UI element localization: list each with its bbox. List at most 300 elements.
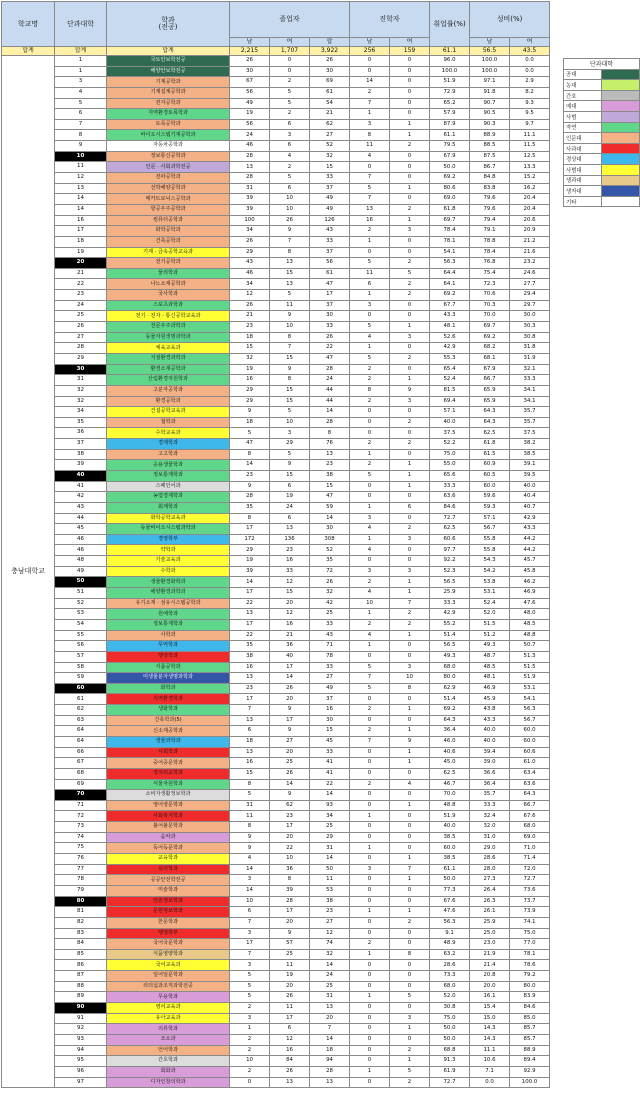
ratio-female-cell: 50.7 [510,641,550,652]
department-cell: 회계학과 [107,502,230,513]
legend-swatch [602,196,640,207]
ratio-female-cell: 44.2 [510,545,550,556]
grad-male-cell: 9 [230,481,270,492]
further-female-cell: 1 [390,130,430,141]
grad-male-cell: 23 [230,683,270,694]
ratio-female-cell: 85.7 [510,1024,550,1035]
grad-sum-cell: 13 [310,1003,350,1014]
further-male-cell: 7 [350,194,390,205]
grad-female-cell: 12 [270,577,310,588]
grad-sum-cell: 30 [310,311,350,322]
grad-sum-cell: 50 [310,864,350,875]
ratio-female-cell: 68.0 [510,822,550,833]
grad-male-cell: 22 [230,598,270,609]
grad-female-cell: 9 [270,790,310,801]
further-female-cell: 0 [390,981,430,992]
ratio-female-cell: 9.5 [510,109,550,120]
rank-cell: 14 [55,194,107,205]
ratio-female-cell: 45.7 [510,556,550,567]
grad-sum-cell: 59 [310,502,350,513]
table-row [2,907,550,918]
grad-female-cell: 28 [270,896,310,907]
table-row [2,1003,550,1014]
ratio-male-cell: 65.9 [470,385,510,396]
rank-cell: 51 [55,588,107,599]
grad-sum-cell: 28 [310,417,350,428]
grad-female-cell: 10 [270,417,310,428]
department-cell: 기계설계공학과 [107,87,230,98]
employment-rate-cell: 47.6 [430,907,470,918]
legend-item [564,186,640,197]
rank-cell: 20 [55,258,107,269]
employment-rate-cell: 50.0 [430,875,470,886]
ratio-male-cell: 70.0 [470,311,510,322]
employment-rate-cell: 55.2 [430,619,470,630]
department-cell: 사학과 [107,630,230,641]
department-cell: 신소재공학과 [107,726,230,737]
employment-rate-cell: 56.3 [430,258,470,269]
ratio-female-cell: 43.3 [510,524,550,535]
department-cell: 영어영문학과 [107,800,230,811]
grad-male-cell: 9 [230,407,270,418]
grad-male-cell: 47 [230,439,270,450]
ratio-male-cell: 43.3 [470,715,510,726]
employment-rate-cell: 78.1 [430,236,470,247]
ratio-male-cell: 87.5 [470,151,510,162]
grad-female-cell: 5 [270,449,310,460]
total-dept: 합계 [107,47,230,56]
ratio-male-cell: 33.3 [470,800,510,811]
employment-rate-cell: 67.6 [430,896,470,907]
ratio-female-cell: 9.3 [510,98,550,109]
grad-male-cell: 10 [230,1056,270,1067]
grad-female-cell: 3 [270,428,310,439]
ratio-female-cell: 0.0 [510,66,550,77]
grad-female-cell: 23 [270,811,310,822]
employment-rate-cell: 25.9 [430,588,470,599]
department-cell: 항공우주공학과 [107,204,230,215]
further-female-cell: 0 [390,928,430,939]
employment-rate-cell: 61.1 [430,130,470,141]
table-row [2,588,550,599]
grad-sum-cell: 49 [310,683,350,694]
legend-item [564,80,640,91]
department-cell: 지역환경학과 [107,694,230,705]
further-female-cell: 9 [390,737,430,748]
grad-sum-cell: 30 [310,66,350,77]
grad-male-cell: 49 [230,98,270,109]
ratio-male-cell: 68.2 [470,343,510,354]
further-male-cell: 5 [350,683,390,694]
grad-female-cell: 15 [270,588,310,599]
employment-rate-cell: 63.6 [430,492,470,503]
ratio-male-cell: 88.9 [470,130,510,141]
table-row [2,141,550,152]
rank-cell: 3 [55,77,107,88]
department-cell: 수학과 [107,566,230,577]
employment-rate-cell: 52.3 [430,566,470,577]
table-row [2,971,550,982]
further-male-cell: 4 [350,630,390,641]
ratio-male-cell: 51.5 [470,619,510,630]
table-row [2,747,550,758]
department-cell: 음악과 [107,832,230,843]
grad-sum-cell: 32 [310,588,350,599]
employment-rate-cell: 80.6 [430,183,470,194]
ratio-female-cell: 72.0 [510,864,550,875]
employment-rate-cell: 54.1 [430,247,470,258]
rank-cell: 52 [55,598,107,609]
table-row [2,311,550,322]
legend-label: 생과대 [564,175,602,186]
department-cell: 행정학과 [107,651,230,662]
further-female-cell: 8 [390,683,430,694]
employment-rate-cell: 61.8 [430,204,470,215]
grad-sum-cell: 28 [310,364,350,375]
ratio-male-cell: 75.4 [470,268,510,279]
grad-male-cell: 13 [230,747,270,758]
grad-male-cell: 15 [230,768,270,779]
grad-male-cell: 26 [230,236,270,247]
further-male-cell: 2 [350,460,390,471]
employment-rate-cell: 50.0 [430,162,470,173]
further-female-cell: 9 [390,385,430,396]
grad-male-cell: 15 [230,343,270,354]
ratio-male-cell: 7.1 [470,1066,510,1077]
table-row [2,279,550,290]
further-female-cell: 0 [390,449,430,460]
further-female-cell: 1 [390,119,430,130]
further-male-cell: 2 [350,364,390,375]
department-cell: 문헌정보학과 [107,907,230,918]
table-row [2,864,550,875]
further-male-cell: 1 [350,290,390,301]
ratio-female-cell: 21.6 [510,247,550,258]
ratio-female-cell: 2.9 [510,77,550,88]
ratio-female-cell: 32.1 [510,364,550,375]
ratio-male-cell: 36.6 [470,768,510,779]
grad-female-cell: 20 [270,598,310,609]
header-employment-rate: 취업률(%) [430,2,470,47]
department-cell: 스페인어과 [107,481,230,492]
ratio-female-cell: 71.4 [510,854,550,865]
table-row [2,396,550,407]
employment-rate-cell: 30.8 [430,1003,470,1014]
ratio-male-cell: 67.9 [470,364,510,375]
department-cell: 국어국문학과 [107,939,230,950]
ratio-female-cell: 48.8 [510,630,550,641]
department-cell: 메카트로닉스공학과 [107,194,230,205]
department-cell: 약학과 [107,545,230,556]
ratio-male-cell: 11.1 [470,1045,510,1056]
ratio-male-cell: 65.9 [470,396,510,407]
further-female-cell: 4 [390,779,430,790]
rank-cell: 88 [55,981,107,992]
further-female-cell: 0 [390,66,430,77]
ratio-female-cell: 60.0 [510,726,550,737]
table-row [2,800,550,811]
grad-sum-cell: 17 [310,290,350,301]
grad-female-cell: 5 [270,290,310,301]
table-row [2,960,550,971]
further-male-cell: 0 [350,960,390,971]
ratio-male-cell: 26.4 [470,885,510,896]
rank-cell: 64 [55,737,107,748]
employment-rate-cell: 43.3 [430,311,470,322]
grad-sum-cell: 23 [310,460,350,471]
table-row [2,492,550,503]
employment-rate-cell: 36.4 [430,726,470,737]
ratio-female-cell: 51.5 [510,662,550,673]
header-graduates: 졸업자 [230,2,350,38]
rank-cell: 4 [55,87,107,98]
grad-male-cell: 8 [230,513,270,524]
rank-cell: 66 [55,747,107,758]
table-row [2,236,550,247]
rank-cell: 31 [55,375,107,386]
employment-rate-cell: 75.0 [430,1013,470,1024]
ratio-male-cell: 27.3 [470,875,510,886]
table-row [2,1056,550,1067]
further-male-cell: 1 [350,949,390,960]
grad-female-cell: 36 [270,864,310,875]
ratio-female-cell: 85.0 [510,1013,550,1024]
ratio-male-cell: 32.4 [470,811,510,822]
table-row [2,981,550,992]
rank-cell: 1 [55,56,107,67]
rank-cell: 57 [55,651,107,662]
table-row [2,470,550,481]
total-school: 합계 [2,47,55,56]
further-female-cell: 0 [390,173,430,184]
table-row [2,119,550,130]
rank-cell: 84 [55,939,107,950]
table-row [2,162,550,173]
grad-female-cell: 16 [270,619,310,630]
grad-male-cell: 8 [230,822,270,833]
grad-sum-cell: 49 [310,204,350,215]
grad-male-cell: 18 [230,332,270,343]
ratio-female-cell: 80.0 [510,981,550,992]
ratio-female-cell: 56.3 [510,705,550,716]
further-male-cell: 4 [350,524,390,535]
grad-sum-cell: 21 [310,109,350,120]
further-female-cell: 0 [390,300,430,311]
grad-male-cell: 38 [230,651,270,662]
department-cell: 기술교육과 [107,556,230,567]
ratio-female-cell: 75.0 [510,928,550,939]
grad-sum-cell: 14 [310,960,350,971]
employment-rate-cell: 48.1 [430,322,470,333]
further-male-cell: 2 [350,396,390,407]
grad-female-cell: 14 [270,673,310,684]
grad-female-cell: 9 [270,928,310,939]
grad-sum-cell: 25 [310,609,350,620]
grad-sum-cell: 43 [310,226,350,237]
grad-male-cell: 7 [230,917,270,928]
grad-sum-cell: 72 [310,566,350,577]
further-male-cell: 0 [350,428,390,439]
grad-male-cell: 17 [230,524,270,535]
further-female-cell: 1 [390,470,430,481]
further-male-cell: 5 [350,662,390,673]
table-row [2,407,550,418]
rank-cell: 21 [55,268,107,279]
rank-cell: 80 [55,896,107,907]
ratio-female-cell: 71.0 [510,843,550,854]
department-cell: 건축학과(5) [107,715,230,726]
grad-female-cell: 8 [270,375,310,386]
legend-item [564,111,640,122]
grad-female-cell: 16 [270,556,310,567]
department-cell: 국토안보학전공 [107,56,230,67]
rank-cell: 79 [55,885,107,896]
legend-label: 기타 [564,196,602,207]
department-cell: 디자인창의학과 [107,1077,230,1088]
department-cell: 화학과 [107,683,230,694]
grad-sum-cell: 37 [310,694,350,705]
rank-cell: 5 [55,98,107,109]
table-row [2,385,550,396]
grad-sum-cell: 44 [310,385,350,396]
further-male-cell: 0 [350,854,390,865]
further-female-cell: 1 [390,705,430,716]
grad-female-cell: 10 [270,322,310,333]
further-male-cell: 0 [350,311,390,322]
table-row [2,524,550,535]
grad-sum-cell: 43 [310,630,350,641]
further-female-cell: 2 [390,524,430,535]
grad-female-cell: 29 [270,439,310,450]
table-row [2,481,550,492]
ratio-female-cell: 38.5 [510,449,550,460]
grad-female-cell: 13 [270,1077,310,1088]
further-female-cell: 7 [390,864,430,875]
ratio-female-cell: 20.9 [510,226,550,237]
further-female-cell: 2 [390,204,430,215]
total-ratio-female: 43.5 [510,47,550,56]
total-further-male: 256 [350,47,390,56]
grad-sum-cell: 26 [310,577,350,588]
rank-cell: 19 [55,247,107,258]
department-cell: 수학교육과 [107,428,230,439]
ratio-male-cell: 59.6 [470,492,510,503]
rank-cell: 40 [55,470,107,481]
grad-male-cell: 17 [230,939,270,950]
subheader-grad-male: 남 [230,38,270,47]
table-row [2,609,550,620]
ratio-female-cell: 63.6 [510,779,550,790]
grad-male-cell: 32 [230,353,270,364]
employment-rate-cell: 97.7 [430,545,470,556]
further-female-cell: 0 [390,843,430,854]
ratio-male-cell: 16.1 [470,992,510,1003]
further-male-cell: 0 [350,694,390,705]
ratio-male-cell: 100.0 [470,56,510,67]
further-male-cell: 2 [350,939,390,950]
grad-male-cell: 28 [230,173,270,184]
grad-sum-cell: 37 [310,300,350,311]
rank-cell: 54 [55,619,107,630]
further-male-cell: 0 [350,917,390,928]
further-female-cell: 0 [390,715,430,726]
further-male-cell: 1 [350,811,390,822]
ratio-male-cell: 55.8 [470,545,510,556]
further-female-cell: 1 [390,800,430,811]
employment-rate-cell: 56.3 [430,917,470,928]
employment-rate-cell: 40.6 [430,747,470,758]
rank-cell: 86 [55,960,107,971]
department-cell: 자동차공학과 [107,141,230,152]
ratio-female-cell: 11.5 [510,141,550,152]
further-female-cell: 5 [390,268,430,279]
further-male-cell: 2 [350,779,390,790]
further-male-cell: 1 [350,502,390,513]
grad-female-cell: 33 [270,566,310,577]
further-female-cell: 2 [390,1045,430,1056]
grad-sum-cell: 71 [310,641,350,652]
rank-cell: 30 [55,364,107,375]
further-female-cell: 0 [390,87,430,98]
employment-rate-cell: 28.6 [430,960,470,971]
ratio-male-cell: 28.0 [470,864,510,875]
further-female-cell: 1 [390,322,430,333]
ratio-female-cell: 34.1 [510,385,550,396]
ratio-female-cell: 23.2 [510,258,550,269]
department-cell: 심리학과 [107,864,230,875]
employment-rate-cell: 42.9 [430,343,470,354]
grad-female-cell: 9 [270,460,310,471]
table-row [2,1024,550,1035]
ratio-female-cell: 39.5 [510,470,550,481]
department-cell: 응용생물학과 [107,460,230,471]
employment-rate-cell: 52.2 [430,439,470,450]
employment-rate-cell: 69.2 [430,290,470,301]
header-dept [107,2,230,47]
table-row [2,300,550,311]
further-female-cell: 0 [390,768,430,779]
further-male-cell: 0 [350,800,390,811]
ratio-female-cell: 67.6 [510,811,550,822]
ratio-male-cell: 69.7 [470,322,510,333]
employment-rate-cell: 72.9 [430,87,470,98]
further-female-cell: 7 [390,598,430,609]
department-cell: 사회학과 [107,747,230,758]
grad-sum-cell: 12 [310,928,350,939]
employment-rate-cell: 91.3 [430,1056,470,1067]
grad-sum-cell: 32 [310,151,350,162]
grad-male-cell: 13 [230,715,270,726]
legend-swatch [602,80,640,91]
table-row [2,896,550,907]
employment-rate-cell: 73.3 [430,971,470,982]
legend-title-row [564,59,640,70]
table-row [2,183,550,194]
legend-item [564,154,640,165]
rank-cell: 28 [55,343,107,354]
table-row [2,949,550,960]
ratio-female-cell: 35.7 [510,407,550,418]
legend-label: 인문대 [564,133,602,144]
grad-male-cell: 13 [230,673,270,684]
further-male-cell: 7 [350,673,390,684]
grad-female-cell: 9 [270,705,310,716]
grad-female-cell: 11 [270,300,310,311]
grad-male-cell: 10 [230,896,270,907]
table-row [2,832,550,843]
grad-sum-cell: 49 [310,194,350,205]
grad-female-cell: 136 [270,534,310,545]
